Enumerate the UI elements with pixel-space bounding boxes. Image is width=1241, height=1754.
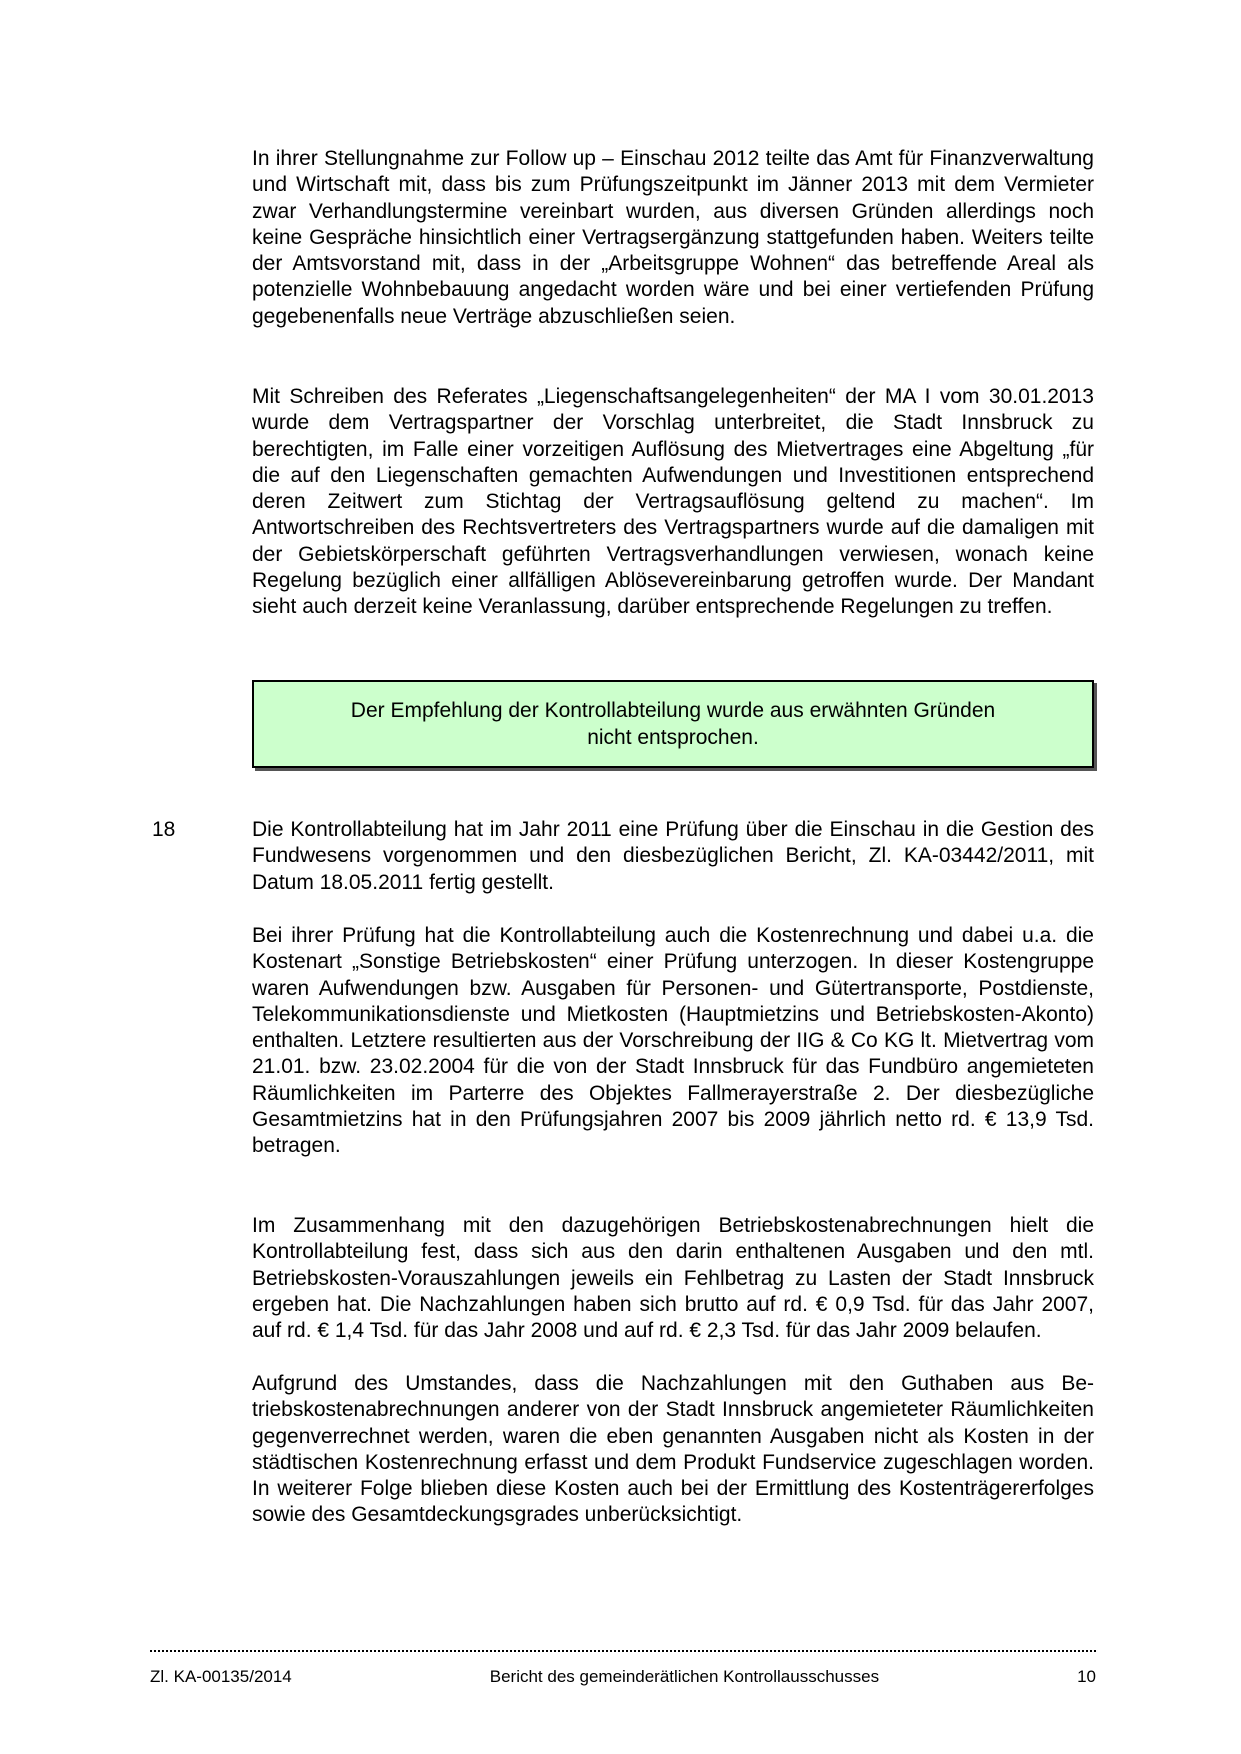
page-footer [150, 1667, 1096, 1687]
footer-divider [150, 1650, 1096, 1652]
paragraph-text: Aufgrund des Umstandes, dass die Nachzahlungen mit den Guthaben aus Betriebskostenabrechnungen anderer von der Stadt Innsbruck angemieteter Räumlichkeiten gegenverrechnet werden, waren die eben genannten Ausgaben nicht als Kosten in der städtischen Kostenrechnung erfasst und dem Produkt Fundservice zugeschlagen worden. In weiterer Folge blieben diese Kosten auch bei der Ermittlung des Kostenträgererfolges sowie des Gesamtdeckungsgrades unberücksichtigt. [252, 1372, 1094, 1527]
section-number: 18 [152, 818, 176, 841]
paragraph-text: In ihrer Stellungnahme zur Follow up – Einschau 2012 teilte das Amt für Finanzverwaltung und Wirtschaft mit, dass bis zum Prüfungszeitpunkt im Jänner 2013 mit dem Vermieter zwar Verhandlungstermine vereinbart wurden, aus diversen Gründen allerdings noch keine Gespräche hinsichtlich einer Vertragsergänzung stattgefunden haben. Weiters teilte der Amtsvorstand mit, dass in der „Arbeitsgruppe Wohnen“ das betreffende Areal als potenzielle Wohnbebauung angedacht worden wäre und bei einer vertiefenden Prüfung gegebenenfalls neue Verträge abzuschließen seien. [252, 147, 1094, 328]
recommendation-status-box [252, 680, 1094, 768]
paragraph-schreiben-referat [252, 384, 1094, 621]
paragraph-betriebskostenabrechnungen [252, 1213, 1094, 1344]
footer-page-number: 10 [1077, 1667, 1096, 1686]
recommendation-line-1: Der Empfehlung der Kontrollabteilung wurde aus erwähnten Gründen [350, 699, 996, 722]
paragraph-pruefung-fundwesen [252, 817, 1094, 896]
footer-title: Bericht des gemeinderätlichen Kontrollausschusses [489, 1667, 880, 1686]
paragraph-text: Die Kontrollabteilung hat im Jahr 2011 eine Prüfung über die Einschau in die Gestion des Fundwesens vorgenommen und den diesbezüglichen Bericht, Zl. KA-03442/2011, mit Datum 18.05.2011 fertig gestellt. [252, 818, 1094, 894]
paragraph-text: Im Zusammenhang mit den dazugehörigen Betriebskostenabrechnungen hielt die Kontrollabteilung fest, dass sich aus den darin enthaltenen Ausgaben und den mtl. Betriebskosten-Vorauszahlungen jeweils ein Fehlbetrag zu Lasten der Stadt Innsbruck ergeben hat. Die Nachzahlungen haben sich brutto auf rd. € 0,9 Tsd. für das Jahr 2007, auf rd. € 1,4 Tsd. für das Jahr 2008 und auf rd. € 2,3 Tsd. für das Jahr 2009 belaufen. [252, 1214, 1094, 1343]
paragraph-stellungnahme [252, 146, 1094, 330]
footer-reference: Zl. KA-00135/2014 [150, 1667, 292, 1686]
paragraph-kostenrechnung [252, 923, 1094, 1160]
paragraph-text: Mit Schreiben des Referates „Liegenschaftsangelegenheiten“ der MA I vom 30.01.2013 wurde dem Vertragspartner der Vorschlag unterbreitet, die Stadt Innsbruck zu berechtigten, im Falle einer vorzeitigen Auflösung des Mietvertrages eine Abgeltung „für die auf den Liegenschaften gemachten Aufwendungen und Investitionen entsprechend deren Zeitwert zum Stichtag der Vertragsauflösung geltend zu machen“. Im Antwortschreiben des Rechtsvertreters des Vertragspartners wurde auf die damaligen mit der Gebietskörperschaft geführten Vertragsverhandlungen verwiesen, wonach keine Regelung bezüglich einer allfälligen Ablösevereinbarung getroffen wurde. Der Mandant sieht auch derzeit keine Veranlassung, darüber entsprechende Regelungen zu treffen. [252, 385, 1094, 619]
recommendation-status-text [293, 697, 1053, 751]
paragraph-text: Bei ihrer Prüfung hat die Kontrollabteilung auch die Kostenrechnung und dabei u.a. die Kostenart „Sonstige Betriebskosten“ einer Prüfung unterzogen. In dieser Kostengruppe waren Aufwendungen bzw. Ausgaben für Personen- und Gütertransporte, Postdienste, Telekommunikationsdienste und Mietkosten (Hauptmietzins und Betriebskosten-Akonto) enthalten. Letztere resultierten aus der Vorschreibung der IIG & Co KG lt. Mietvertrag vom 21.01. bzw. 23.02.2004 für die von der Stadt Innsbruck für das Fundbüro angemieteten Räumlichkeiten im Parterre des Objektes Fallmerayerstraße 2. Der diesbezügliche Gesamtmietzins hat in den Prüfungsjahren 2007 bis 2009 jährlich netto rd. € 13,9 Tsd. betragen. [252, 924, 1094, 1158]
recommendation-line-2: nicht entsprochen. [587, 726, 759, 749]
paragraph-nachzahlungen [252, 1371, 1094, 1529]
